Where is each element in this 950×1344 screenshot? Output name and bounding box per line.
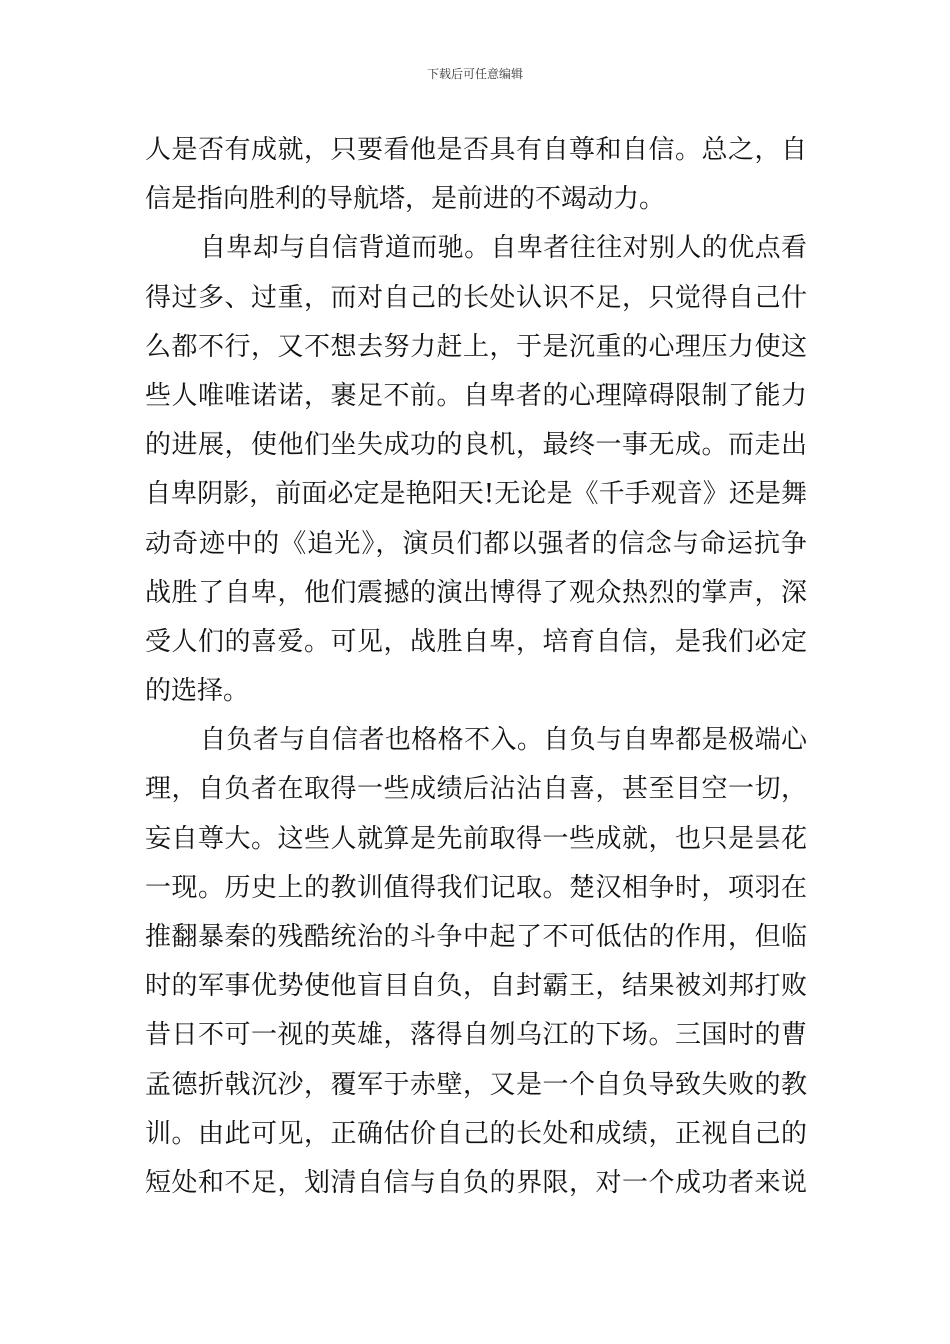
text-line: 时的军事优势使他盲目自负，自封霸王，结果被刘邦打败 <box>145 971 807 1002</box>
text-line: 自负者与自信者也格格不入。自负与自卑都是极端心 <box>200 725 807 756</box>
text-line: 的进展，使他们坐失成功的良机，最终一事无成。而走出 <box>145 430 807 461</box>
document-body <box>145 126 807 1208</box>
text-line: 信是指向胜利的导航塔，是前进的不竭动力。 <box>145 184 666 215</box>
page-header: 下载后可任意编辑 <box>426 67 523 81</box>
text-line: 受人们的喜爱。可见，战胜自卑，培育自信，是我们必定 <box>145 626 807 657</box>
text-line: 动奇迹中的《追光》，演员们都以强者的信念与命运抗争 <box>145 528 807 559</box>
text-line: 一现。历史上的教训值得我们记取。楚汉相争时，项羽在 <box>145 872 807 903</box>
text-line: 训。由此可见，正确估价自己的长处和成绩，正视自己的 <box>145 1118 807 1149</box>
text-line: 自卑却与自信背道而驰。自卑者往往对别人的优点看 <box>200 233 807 264</box>
text-line: 些人唯唯诺诺，裹足不前。自卑者的心理障碍限制了能力 <box>145 380 807 411</box>
text-line: 短处和不足，划清自信与自负的界限，对一个成功者来说 <box>145 1167 807 1198</box>
text-line: 的选择。 <box>145 676 250 707</box>
text-line: 昔日不可一视的英雄，落得自刎乌江的下场。三国时的曹 <box>145 1020 807 1051</box>
text-line: 么都不行，又不想去努力赶上，于是沉重的心理压力使这 <box>145 331 807 362</box>
text-line: 战胜了自卑，他们震撼的演出博得了观众热烈的掌声，深 <box>145 577 807 608</box>
text-line: 自卑阴影，前面必定是艳阳天!无论是《千手观音》还是舞 <box>145 479 807 510</box>
text-line: 孟德折戟沉沙，覆军于赤壁，又是一个自负导致失败的教 <box>145 1069 807 1100</box>
text-line: 理，自负者在取得一些成绩后沾沾自喜，甚至目空一切， <box>145 774 807 805</box>
text-line: 人是否有成就，只要看他是否具有自尊和自信。总之，自 <box>145 135 807 165</box>
text-line: 妄自尊大。这些人就算是先前取得一些成就，也只是昙花 <box>145 823 807 854</box>
text-line: 得过多、过重，而对自己的长处认识不足，只觉得自己什 <box>145 282 807 313</box>
text-line: 推翻暴秦的残酷统治的斗争中起了不可低估的作用，但临 <box>145 922 807 952</box>
